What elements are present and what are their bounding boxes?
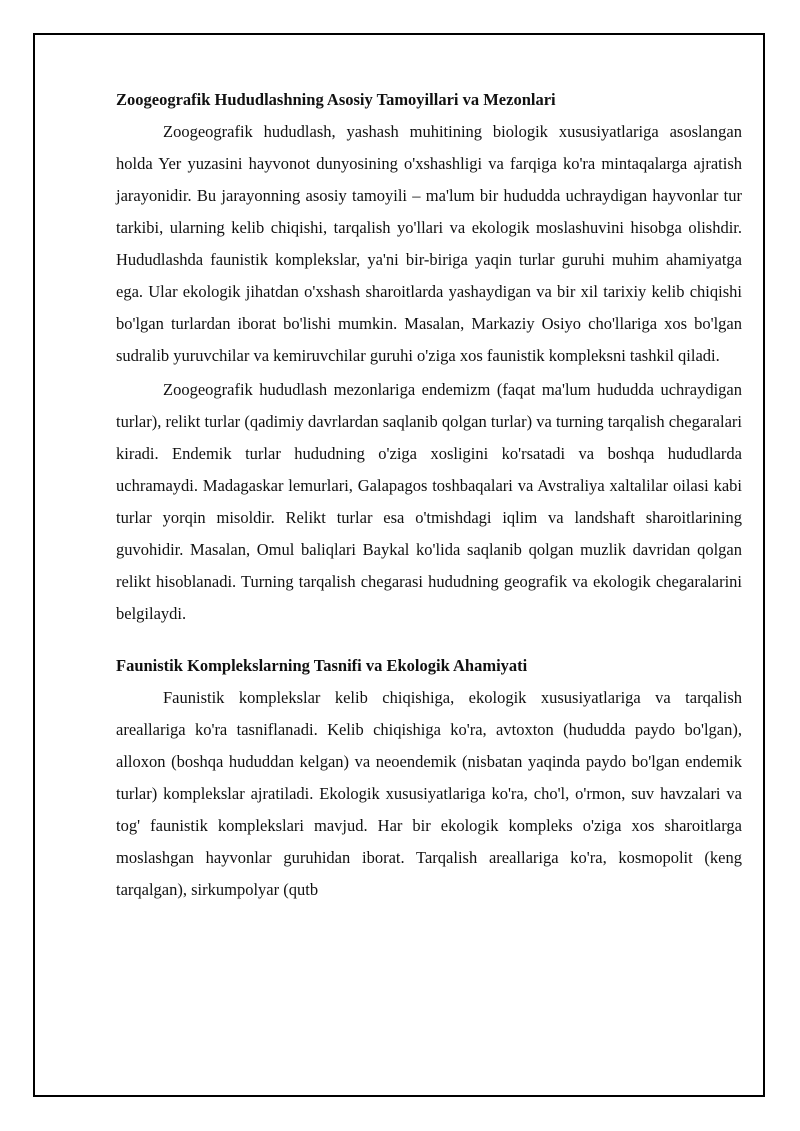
paragraph-2: Zoogeografik hududlash mezonlariga endemizm (faqat ma'lum hududda uchraydigan turlar), relikt turlar (qadimiy davrlardan saqlanib qolgan turlar) va turning tarqalish chegaralari kiradi. Endemik turlar hududning o'ziga xosligini ko'rsatadi va boshqa hududlarda uchramaydi. Madagaskar lemurlari, Galapagos toshbaqalari va Avstraliya xaltalilar oilasi kabi turlar yorqin misoldir. Relikt turlar esa o'tmishdagi iqlim va landshaft sharoitlarining guvohidir. Masalan, Omul baliqlari Baykal ko'lida saqlanib qolgan muzlik davridan qolgan relikt hisoblanadi. Turning tarqalish chegarasi hududning geografik va ekologik chegaralarini belgilaydi. — [116, 380, 742, 623]
paragraph-1: Zoogeografik hududlash, yashash muhitining biologik xususiyatlariga asoslangan holda Yer yuzasini hayvonot dunyosining o'xshashligi va farqiga ko'ra mintaqalarga ajratish jarayonidir. Bu jarayonning asosiy tamoyili – ma'lum bir hududda uchraydigan hayvonlar tur tarkibi, ularning kelib chiqishi, tarqalish yo'llari va ekologik moslashuvini hisobga olishdir. Hududlashda faunistik komplekslar, ya'ni bir-biriga yaqin turlar guruhi muhim ahamiyatga ega. Ular ekologik jihatdan o'xshash sharoitlarda yashaydigan va bir xil tarixiy kelib chiqishi bo'lgan turlardan iborat bo'lishi mumkin. Masalan, Markaziy Osiyo cho'llariga xos bo'lgan sudralib yuruvchilar va kemiruvchilar guruhi o'ziga xos faunistik kompleksni tashkil qiladi. — [116, 122, 742, 365]
paragraph-3: Faunistik komplekslar kelib chiqishiga, ekologik xususiyatlariga va tarqalish areallariga ko'ra tasniflanadi. Kelib chiqishiga ko'ra, avtoxton (hududda paydo bo'lgan), alloxon (boshqa hududdan kelgan) va neoendemik (nisbatan yaqinda paydo bo'lgan endemik turlar) komplekslar ajratiladi. Ekologik xususiyatlariga ko'ra, cho'l, o'rmon, suv havzalari va tog' faunistik komplekslari mavjud. Har bir ekologik kompleks o'ziga xos sharoitlarga moslashgan hayvonlar guruhidan iborat. Tarqalish areallariga ko'ra, kosmopolit (keng tarqalgan), sirkumpolyar (qutb — [116, 688, 742, 899]
section-heading-2: Faunistik Komplekslarning Tasnifi va Ekologik Ahamiyati — [116, 656, 528, 675]
document-body — [116, 84, 742, 908]
section-heading-1: Zoogeografik Hududlashning Asosiy Tamoyillari va Mezonlari — [116, 90, 556, 109]
